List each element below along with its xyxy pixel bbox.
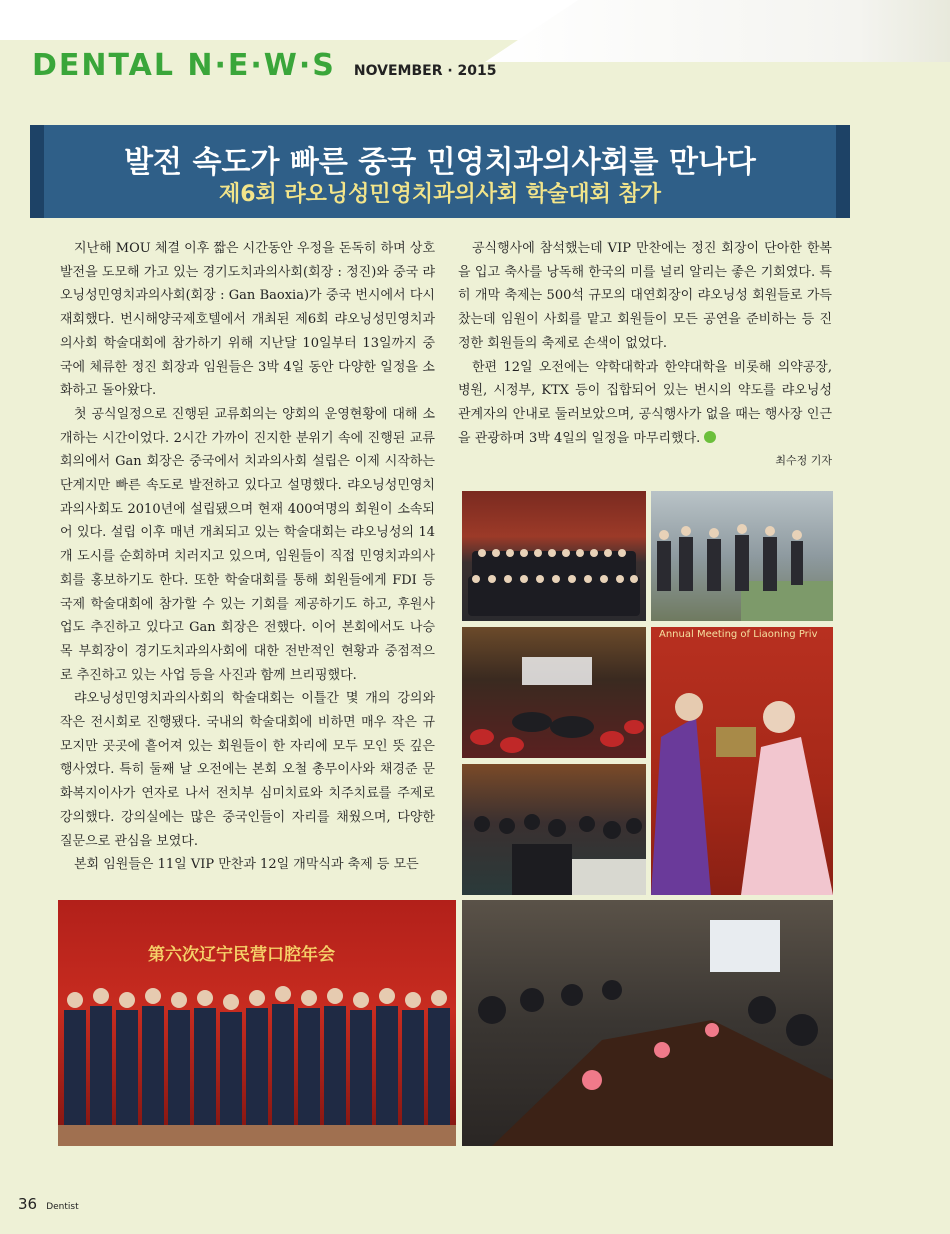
group-photo <box>462 491 646 621</box>
article-subtitle: 제6회 랴오닝성민영치과의사회 학술대회 참가 <box>218 182 662 207</box>
paragraph: 지난해 MOU 체결 이후 짧은 시간동안 우정을 돈독히 하며 상호 발전을 도모해 가고 있는 경기도치과의사회(회장 : 정진)와 중국 랴오닝성민영치과의사회(회장 : Gan Baoxia)가 중국 번시에서 다시 재회했다. 번시해양국제호텔에서 개최된 제6회 랴오닝성민영치과의사회 학술대회에 참가하기 위해 지난달 10일부터 13일까지 중국에 체류한 정진 회장과 임원들은 3박 4일 동안 다양한 일정을 소화하고 돌아왔다. <box>60 241 435 399</box>
page-footer <box>18 1194 79 1213</box>
paragraph <box>458 356 832 451</box>
audience-photo <box>462 764 646 895</box>
title-band <box>30 125 850 218</box>
publication-name: Dentist <box>46 1202 79 1212</box>
stage-group-figures <box>58 900 456 1146</box>
end-of-article-icon <box>704 431 716 443</box>
page-number: 36 <box>18 1195 38 1213</box>
ceremony-figures <box>651 627 833 895</box>
paragraph: 공식행사에 참석했는데 VIP 만찬에는 정진 회장이 단아한 한복을 입고 축사를 낭독해 한국의 미를 널리 알리는 좋은 기회였다. 특히 개막 축제는 500석 규모의 대연회장이 랴오닝성 회원들로 가득 찼는데 임원이 사회를 맡고 회원들이 모든 공연을 준비하는 등 진정한 회원들의 축제로 손색이 없었다. <box>458 241 832 351</box>
page-corner-decoration <box>0 0 560 40</box>
banner-text: Annual Meeting of Liaoning Priv <box>659 629 818 640</box>
stage-banner-text: 第六次辽宁民营口腔年会 <box>148 945 335 965</box>
issue-date: NOVEMBER · 2015 <box>353 63 497 79</box>
group-photo-figures <box>462 491 646 621</box>
tour-photo-figures <box>651 491 833 621</box>
magazine-section-title: DENTAL N·E·W·S <box>32 48 336 83</box>
tour-photo <box>651 491 833 621</box>
paragraph: 본회 임원들은 11일 VIP 만찬과 12일 개막식과 축제 등 모든 <box>74 857 419 873</box>
banquet-hall-scene <box>462 627 646 758</box>
audience-scene <box>462 764 646 895</box>
article-title: 발전 속도가 빠른 중국 민영치과의사회를 만나다 <box>124 145 756 180</box>
byline: 최수정 기자 <box>775 454 832 467</box>
paragraph: 랴오닝성민영치과의사회의 학술대회는 이틀간 몇 개의 강의와 작은 전시회로 진행됐다. 국내의 학술대회에 비하면 매우 작은 규모지만 곳곳에 흩어져 있는 회원들이 한 자리에 모두 모인 뜻 깊은 행사였다. 특히 둘째 날 오전에는 본회 오철 총무이사와 채경준 문화복지이사가 연자로 나서 전치부 심미치료와 치주치료를 주제로 강의했다. 강의실에는 많은 중국인들이 자리를 채웠으며, 다양한 질문으로 관심을 보였다. <box>60 691 435 849</box>
paragraph: 첫 공식일정으로 진행된 교류회의는 양회의 운영현황에 대해 소개하는 시간이었다. 2시간 가까이 진지한 분위기 속에 진행된 교류회의에서 Gan 회장은 중국에서 치과의사회 설립은 이제 시작하는 단계지만 빠른 속도로 발전하고 있다고 설명했다. 랴오닝성민영치과의사회도 2010년에 설립됐으며 현재 400여명의 회원이 소속되어 있다. 설립 이후 매년 개최되고 있는 학술대회는 랴오닝성의 14개 도시를 순회하며 치러지고 있으며, 임원들이 직접 민영치과의사회를 홍보하기도 한다. 또한 학술대회를 통해 회원들에게 FDI 등 국제 학술대회에 참가할 수 있는 기회를 제공하기도 하고, 후원사업도 추진하고 있다고 Gan 회장은 전했다. 이어 본회에서도 나승목 부회장이 경기도치과의사회에 대한 전반적인 현황과 중점적으로 추진하고 있는 사업 등을 사진과 함께 브리핑했다. <box>60 406 435 683</box>
article-column-left <box>60 237 435 877</box>
banquet-hall-photo <box>462 627 646 758</box>
stage-group-photo <box>58 900 456 1146</box>
article-column-right <box>458 237 832 450</box>
running-header <box>32 48 497 83</box>
ceremony-award-photo <box>651 627 833 895</box>
meeting-room-photo <box>462 900 833 1146</box>
meeting-room-scene <box>462 900 833 1146</box>
paragraph-text: 한편 12일 오전에는 약학대학과 한약대학을 비롯해 의약공장, 병원, 시정부, KTX 등이 집합되어 있는 번시의 약도를 랴오닝성 관계자의 안내로 둘러보았으며, 공식행사가 없을 때는 행사장 인근을 관광하며 3박 4일의 일정을 마무리했다. <box>458 359 832 446</box>
